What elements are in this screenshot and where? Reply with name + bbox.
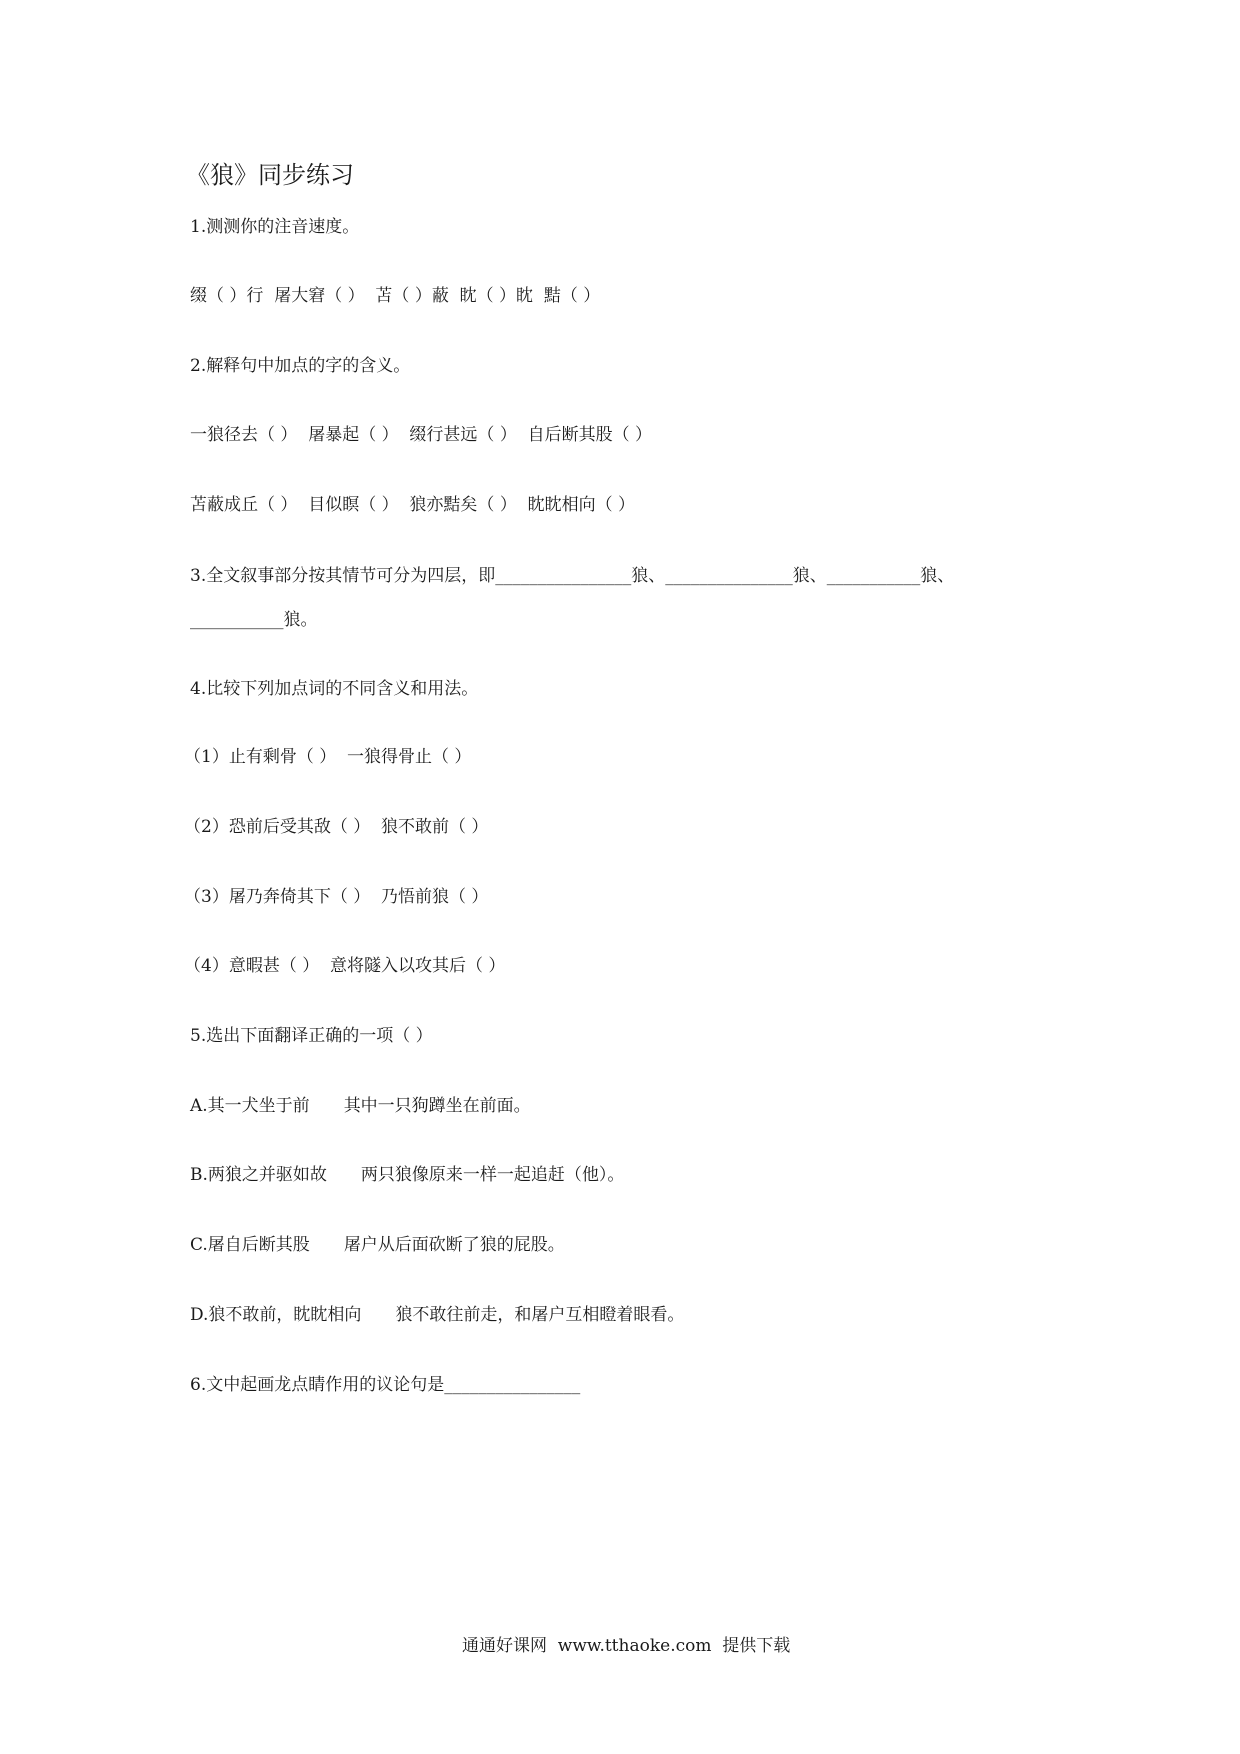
question-3-line-1: 3.全文叙事部分按其情节可分为四层，即________________狼、_______________狼、___________狼、 [190, 566, 955, 586]
option-source: B.两狼之并驱如故 [190, 1165, 327, 1185]
option-source: A.其一犬坐于前 [190, 1096, 310, 1116]
question-1-prompt: 1.测测你的注音速度。 [190, 217, 360, 237]
question-6-prompt: 6.文中起画龙点睛作用的议论句是________________ [190, 1375, 581, 1395]
question-4-prompt: 4.比较下列加点词的不同含义和用法。 [190, 679, 479, 699]
question-4-item: （3）屠乃奔倚其下（ ） 乃悟前狼（ ） [184, 887, 489, 907]
page-title: 《狼》同步练习 [186, 161, 354, 189]
question-5-option-b [190, 1164, 624, 1186]
question-5-prompt: 5.选出下面翻译正确的一项（ ） [190, 1026, 433, 1046]
option-translation: 其中一只狗蹲坐在前面。 [343, 1096, 531, 1116]
question-5-option-a [190, 1095, 531, 1117]
question-2-row-1: 一狼径去（ ） 屠暴起（ ） 缀行甚远（ ） 自后断其股（ ） [190, 425, 653, 445]
option-source: D.狼不敢前，眈眈相向 [190, 1305, 362, 1325]
question-5-option-c [190, 1234, 565, 1256]
question-2-row-2: 苫蔽成丘（ ） 目似瞑（ ） 狼亦黠矣（ ） 眈眈相向（ ） [190, 495, 636, 515]
option-translation: 狼不敢往前走，和屠户互相瞪着眼看。 [395, 1305, 685, 1325]
question-2-prompt: 2.解释句中加点的字的含义。 [190, 356, 411, 376]
question-3-line-2: ___________狼。 [190, 610, 318, 630]
option-translation: 两只狼像原来一样一起追赶（他）。 [360, 1165, 625, 1185]
page-footer: 通通好课网 www.tthaoke.com 提供下载 [462, 1636, 791, 1656]
question-1-items: 缀（ ）行 屠大窘（ ） 苫（ ）蔽 眈（ ）眈 黠（ ） [190, 286, 601, 306]
question-4-item: （1）止有剩骨（ ） 一狼得骨止（ ） [184, 747, 472, 767]
question-5-option-d [190, 1304, 684, 1326]
question-4-item: （2）恐前后受其敌（ ） 狼不敢前（ ） [184, 817, 489, 837]
question-4-item: （4）意暇甚（ ） 意将隧入以攻其后（ ） [184, 956, 506, 976]
option-source: C.屠自后断其股 [190, 1235, 310, 1255]
option-translation: 屠户从后面砍断了狼的屁股。 [343, 1235, 565, 1255]
